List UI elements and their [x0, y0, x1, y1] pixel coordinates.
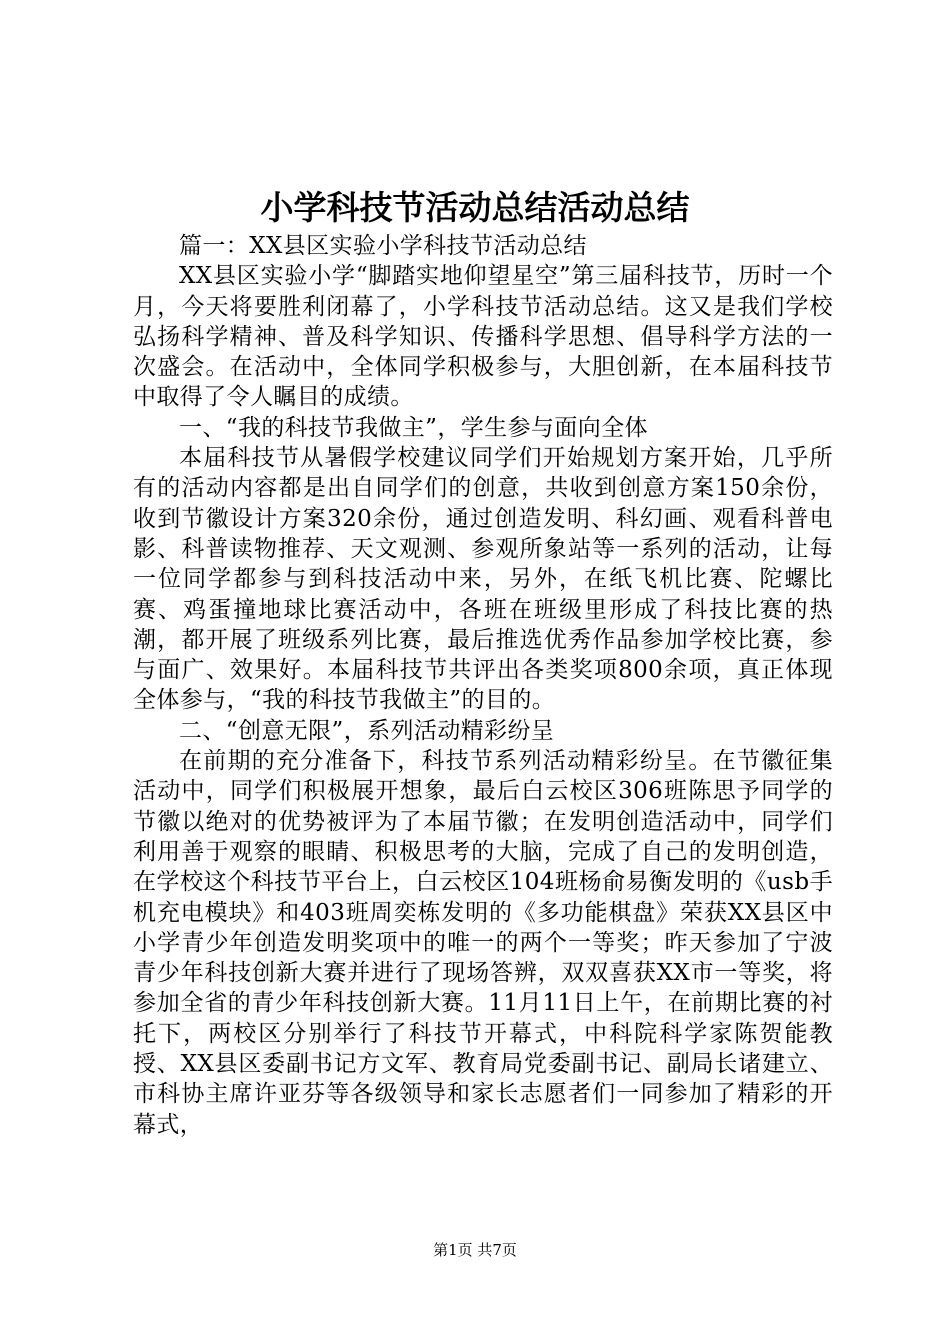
paragraph-overview: XX县区实验小学“脚踏实地仰望星空”第三届科技节，历时一个月，今天将要胜利闭幕了，小学科技节活动总结。这又是我们学校弘扬科学精神、普及科学知识、传播科学思想、倡导科学方法的一次盛会。在活动中，全体同学积极参与，大胆创新，在本届科技节中取得了令人瞩目的成绩。	[133, 263, 833, 411]
page-title: 小学科技节活动总结活动总结	[260, 188, 690, 227]
section-intro-heading: 篇一：XX县区实验小学科技节活动总结	[179, 233, 587, 259]
page-number: 第1页 共7页	[433, 1241, 517, 1259]
document-body	[133, 231, 833, 1140]
paragraph-section-two: 在前期的充分准备下，科技节系列活动精彩纷呈。在节徽征集活动中，同学们积极展开想象，最后白云校区306班陈思予同学的节徽以绝对的优势被评为了本届节徽；在发明创造活动中，同学们利用善于观察的眼睛、积极思考的大脑，完成了自己的发明创造，在学校这个科技节平台上，白云校区104班杨俞易衡发明的《usb手机充电模块》和403班周奕栋发明的《多功能棋盘》荣获XX县区中小学青少年创造发明奖项中的唯一的两个一等奖；昨天参加了宁波青少年科技创新大赛并进行了现场答辨，双双喜获XX市一等奖，将参加全省的青少年科技创新大赛。11月11日上午，在前期比赛的衬托下，两校区分别举行了科技节开幕式，中科院科学家陈贺能教授、XX县区委副书记方文军、教育局党委副书记、副局长诸建立、市科协主席许亚芬等各级领导和家长志愿者们一同参加了精彩的开幕式，	[133, 748, 833, 1138]
section-heading-one: 一、“我的科技节我做主”，学生参与面向全体	[179, 414, 648, 441]
paragraph-section-one: 本届科技节从暑假学校建议同学们开始规划方案开始，几乎所有的活动内容都是出自同学们的创意，共收到创意方案150余份，收到节徽设计方案320余份，通过创造发明、科幻画、观看科普电影、科普读物推荐、天文观测、参观所象站等一系列的活动，让每一位同学都参与到科技活动中来，另外，在纸飞机比赛、陀螺比赛、鸡蛋撞地球比赛活动中，各班在班级里形成了科技比赛的热潮，都开展了班级系列比赛，最后推选优秀作品参加学校比赛，参与面广、效果好。本届科技节共评出各类奖项800余项，真正体现全体参与，“我的科技节我做主”的目的。	[133, 445, 833, 714]
section-heading-two: 二、“创意无限”，系列活动精彩纷呈	[179, 717, 555, 744]
